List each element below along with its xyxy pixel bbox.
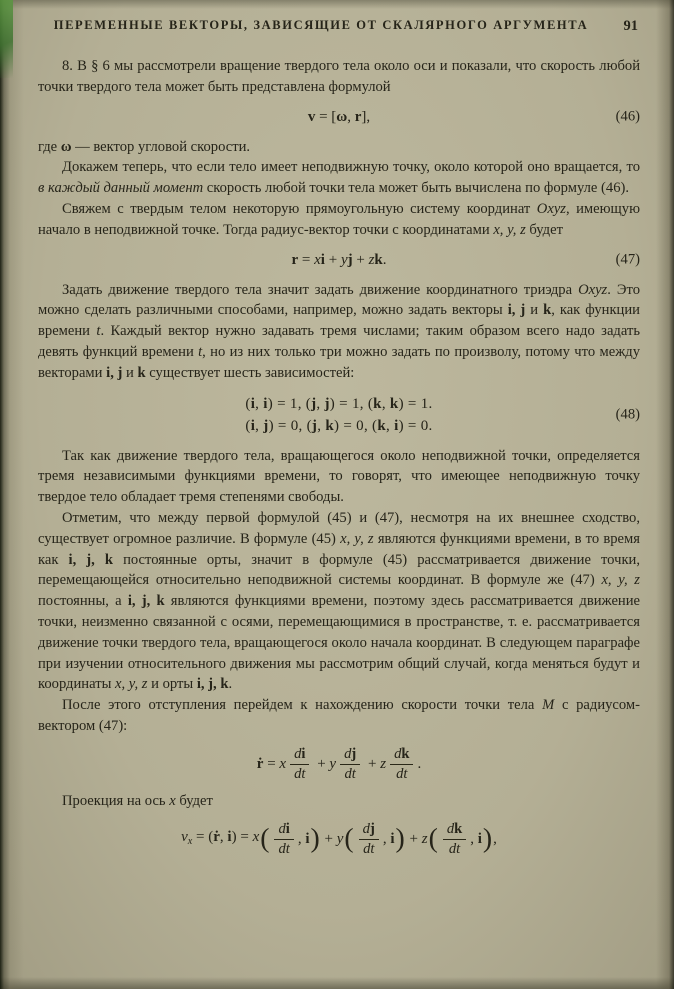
equation-47 xyxy=(38,250,640,271)
running-header-title: ПЕРЕМЕННЫЕ ВЕКТОРЫ, ЗАВИСЯЩИЕ ОТ СКАЛЯРНОГО АРГУМЕНТА xyxy=(53,18,589,32)
page-number: 91 xyxy=(623,18,638,34)
paragraph-velocity-intro: После этого отступления перейдем к нахождению скорости точки тела M с радиусом-вектором (47): xyxy=(38,697,641,734)
equation-vx-comma-i-2: , i xyxy=(382,830,395,847)
paragraph-theorem: Докажем теперь, что если тело имеет неподвижную точку, около которой оно вращается, то в каждый данный момент скорость любой точки тела может быть вычислена по формуле (46). xyxy=(38,159,640,197)
left-paren-3: ( xyxy=(428,823,438,855)
fraction-dj-dt: $\frac{dj}{dt}$ xyxy=(359,821,379,858)
equation-rdot-lead: ṙ = x xyxy=(256,755,287,772)
equation-vx-end: , xyxy=(493,830,497,847)
equation-48 xyxy=(38,393,640,437)
equation-vx-comma-i-3: , i xyxy=(470,830,482,847)
fraction-dk-dt: $\frac{dk}{dt}$ xyxy=(390,746,413,783)
equation-vx-join-2: + z xyxy=(405,830,428,847)
equation-47-number: (47) xyxy=(615,251,640,268)
paragraph-coordinate-system: Свяжем с твердым телом некоторую прямоугольную систему координат Oxyz, имеющую начало в неподвижной точке. Тогда радиус-вектор точки с координатами x, y, z будет xyxy=(38,200,640,238)
left-paren-1: ( xyxy=(260,823,270,855)
fraction-di-dt: $\frac{di}{dt}$ xyxy=(274,821,293,858)
paragraph-motion-definition: Задать движение твердого тела значит задать движение координатного триэдра Oxyz. Это можно сделать различными способами, например, можно задать векторы i, j и k, как функции времени t. Каждый вектор нужно задавать тремя числами; таким образом всего надо задать девять функций времени t, но из них только три можно задать по произволу, потому что между векторами i, j и k существует шесть зависимостей: xyxy=(38,281,640,381)
paragraph-degrees-of-freedom: Так как движение твердого тела, вращающегося около неподвижной точки, определяется тремя независимыми функциями времени, то говорят, что имеющее неподвижную точку твердое тело обладает тремя степенями свободы. xyxy=(38,447,640,506)
equation-rdot-body xyxy=(257,746,421,783)
paragraph-omega-note: где ω — вектор угловой скорости. xyxy=(38,138,251,155)
fraction-dj-dt: $\frac{dj}{dt}$ xyxy=(340,746,360,783)
right-paren-1: ) xyxy=(310,823,320,855)
equation-vx xyxy=(38,821,640,858)
equation-46-body: v = [ω, r], xyxy=(307,108,371,125)
equation-rdot-mid2: + z xyxy=(364,755,387,772)
equation-48-line1: (i, i) = 1, (j, j) = 1, (k, k) = 1. xyxy=(245,395,433,412)
equation-vx-comma-i-1: , i xyxy=(297,830,310,847)
equation-48-body xyxy=(38,393,640,437)
fraction-dk-dt: $\frac{dk}{dt}$ xyxy=(443,821,466,858)
equation-rdot-mid1: + y xyxy=(313,755,337,772)
paragraph-formula-comparison: Отметим, что между первой формулой (45) и (47), несмотря на их внешнее сходство, существует огромное различие. В формуле (45) x, y, z являются функциями времени, в то время как i, j, k постоянные орты, значит в формуле (45) рассматривается движение точки, перемещающейся относительно неподвижной системы координат. В формуле же (47) x, y, z постоянны, а i, j, k являются функциями времени, поэтому здесь рассматривается движение точки, неизменно связанной с осями, перемещающимися в пространстве, т. е. рассматривается движение точки твердого тела, вращающегося около начала координат. В следующем параграфе при изучении относительного движения мы рассмотрим общий случай, когда меняться будут и координаты x, y, z и орты i, j, k. xyxy=(38,509,641,693)
right-paren-2: ) xyxy=(395,823,405,855)
equation-vx-lead: vx = (ṙ, i) = x xyxy=(181,828,260,847)
equation-46 xyxy=(38,107,640,128)
paragraph-8-intro: 8. В § 6 мы рассмотрели вращение твердого тела около оси и показали, что скорость любой точки твердого тела может быть представлена формулой xyxy=(38,58,640,95)
equation-48-number: (48) xyxy=(615,406,640,423)
equation-vx-join-1: + y xyxy=(320,830,344,847)
equation-47-body: r = xi + yj + zk. xyxy=(291,251,387,268)
equation-vx-body xyxy=(181,821,497,858)
paragraph-projection: Проекция на ось x будет xyxy=(62,793,213,810)
right-paren-3: ) xyxy=(482,823,493,855)
fraction-di-dt: $\frac{di}{dt}$ xyxy=(290,746,309,783)
running-header xyxy=(38,18,640,42)
equation-rdot-end: . xyxy=(417,755,422,772)
equation-rdot xyxy=(38,746,640,783)
left-paren-2: ( xyxy=(344,823,354,855)
equation-46-number: (46) xyxy=(615,108,640,125)
equation-48-line2: (i, j) = 0, (j, k) = 0, (k, i) = 0. xyxy=(245,417,433,434)
